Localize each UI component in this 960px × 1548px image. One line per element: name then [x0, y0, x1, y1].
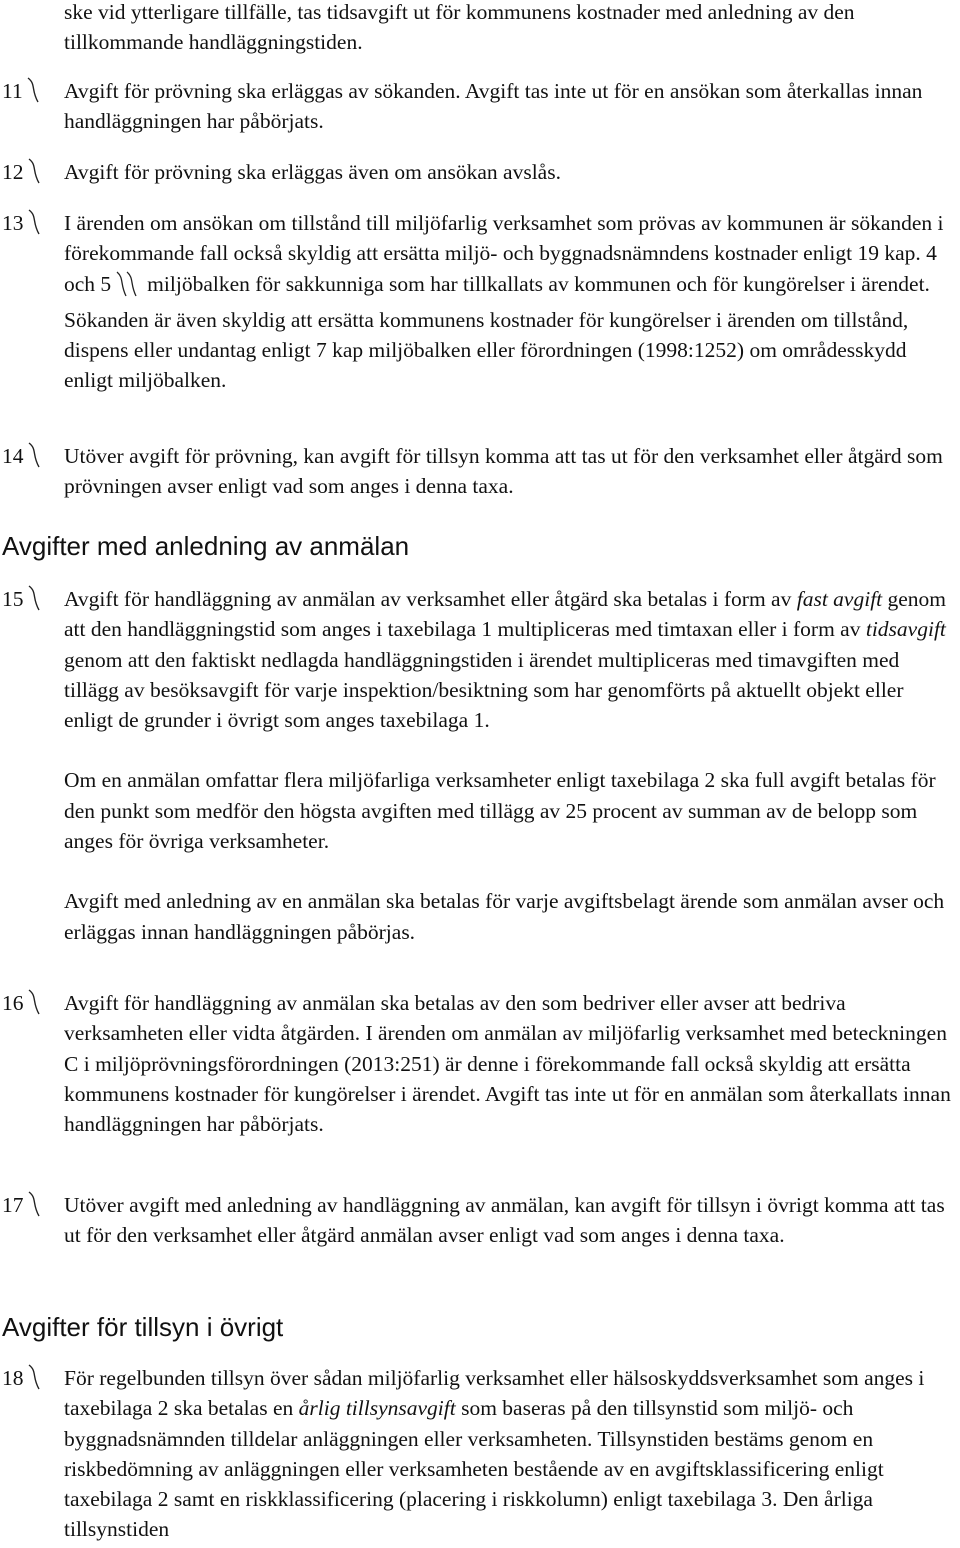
paragraph-number: 13	[2, 208, 42, 238]
paragraph-number: 11	[2, 76, 41, 106]
section-sign-icon	[26, 584, 42, 612]
paragraph-number: 12	[2, 157, 42, 187]
paragraph-number: 17	[2, 1190, 42, 1220]
section-sign-icon	[26, 988, 42, 1016]
intro-paragraph: ske vid ytterligare tillfälle, tas tidsavgift ut för kommunens kostnader med anledning av den tillkommande handläggningstiden.	[64, 0, 855, 55]
section-sign-icon	[25, 76, 41, 104]
paragraph-18	[0, 1363, 960, 1545]
paragraph-text: Avgift för handläggning av anmälan av verksamhet eller åtgärd ska betalas i form av fast avgift genom att den handläggningstid som anges i taxebilaga 1 multipliceras med timtaxan eller i form av tidsavgift genom att den faktiskt nedlagda handläggningstiden i ärendet multipliceras med timavgiften med tillägg av besöksavgift för varje inspektion/besiktning som har genomförts på aktuellt objekt eller enligt de grunder i övrigt som anges taxebilaga 1.	[64, 587, 947, 733]
section-heading-anmalan: Avgifter med anledning av anmälan	[2, 531, 410, 561]
paragraph-text: För regelbunden tillsyn över sådan miljöfarlig verksamhet eller hälsoskyddsverksamhet som anges i taxebilaga 2 ska betalas en årlig tillsynsavgift som baseras på den tillsynstid som miljö- och byggnadsnämnden tilldelar anläggningen eller verksamheten. Tillsynstiden bestäms genom en riskbedömning av anläggningen eller verksamheten bestående av en avgiftsklassificering enligt taxebilaga 2 samt en riskklassificering (placering i riskkolumn) enligt taxebilaga 3. Den årliga tillsynstiden	[64, 1366, 925, 1542]
section-sign-icon	[26, 208, 42, 236]
paragraph-12	[0, 157, 960, 187]
section-sign-icon	[26, 157, 42, 185]
section-sign-icon	[26, 1363, 42, 1391]
paragraph-number: 15	[2, 584, 42, 614]
paragraph-16	[0, 988, 960, 1139]
paragraph-number: 18	[2, 1363, 42, 1393]
paragraph-17	[0, 1190, 960, 1251]
section-sign-icon	[26, 441, 42, 469]
paragraph-15-subparagraph: Om en anmälan omfattar flera miljöfarliga verksamheter enligt taxebilaga 2 ska full avgift betalas för den punkt som medför den högsta avgiften med tillägg av 25 procent av summan av de belopp som anges för övriga verksamheter.	[64, 768, 936, 854]
paragraph-text: Utöver avgift med anledning av handläggning av anmälan, kan avgift för tillsyn i övrigt komma att tas ut för den verksamhet eller åtgärd anmälan avser enligt vad som anges i denna taxa.	[64, 1193, 945, 1248]
paragraph-15	[0, 584, 960, 947]
section-heading-tillsyn: Avgifter för tillsyn i övrigt	[2, 1312, 284, 1342]
paragraph-11	[0, 76, 960, 137]
paragraph-15-subparagraph: Avgift med anledning av en anmälan ska betalas för varje avgiftsbelagt ärende som anmälan avser och erläggas innan handläggningen påbörjas.	[64, 889, 945, 944]
paragraph-text: I ärenden om ansökan om tillstånd till miljöfarlig verksamhet som prövas av kommunen är sökanden i förekommande fall också skyldig att ersätta miljö- och byggnadsnämndens kostnader enligt 19 kap. 4 och 5 miljöbalken för sakkunniga som har tillkallats av kommunen och för kungörelser i ärendet. Sökanden är även skyldig att ersätta kommunens kostnader för kungörelser i ärenden om tillstånd, dispens eller undantag enligt 7 kap miljöbalken eller förordningen (1998:1252) om områdesskydd enligt miljöbalken.	[64, 211, 944, 393]
paragraph-text: Avgift för prövning ska erläggas av sökanden. Avgift tas inte ut för en ansökan som återkallas innan handläggningen har påbörjats.	[64, 79, 923, 134]
paragraph-number: 16	[2, 988, 42, 1018]
paragraph-text: Avgift för prövning ska erläggas även om ansökan avslås.	[64, 160, 561, 184]
paragraph-14	[0, 441, 960, 502]
paragraph-text: Avgift för handläggning av anmälan ska betalas av den som bedriver eller avser att bedriva verksamheten eller vidta åtgärden. I ärenden om anmälan av miljöfarlig verksamhet med beteckningen C i miljöprövningsförordningen (2013:251) är denne i förekommande fall också skyldig att ersätta kommunens kostnader för kungörelser i ärendet. Avgift tas inte ut för en anmälan som återkallats innan handläggningen har påbörjats.	[64, 991, 951, 1137]
paragraph-number: 14	[2, 441, 42, 471]
double-section-sign-icon	[115, 271, 141, 305]
paragraph-13	[0, 208, 960, 396]
section-sign-icon	[26, 1190, 42, 1218]
paragraph-text: Utöver avgift för prövning, kan avgift för tillsyn komma att tas ut för den verksamhet eller åtgärd som prövningen avser enligt vad som anges i denna taxa.	[64, 444, 943, 499]
